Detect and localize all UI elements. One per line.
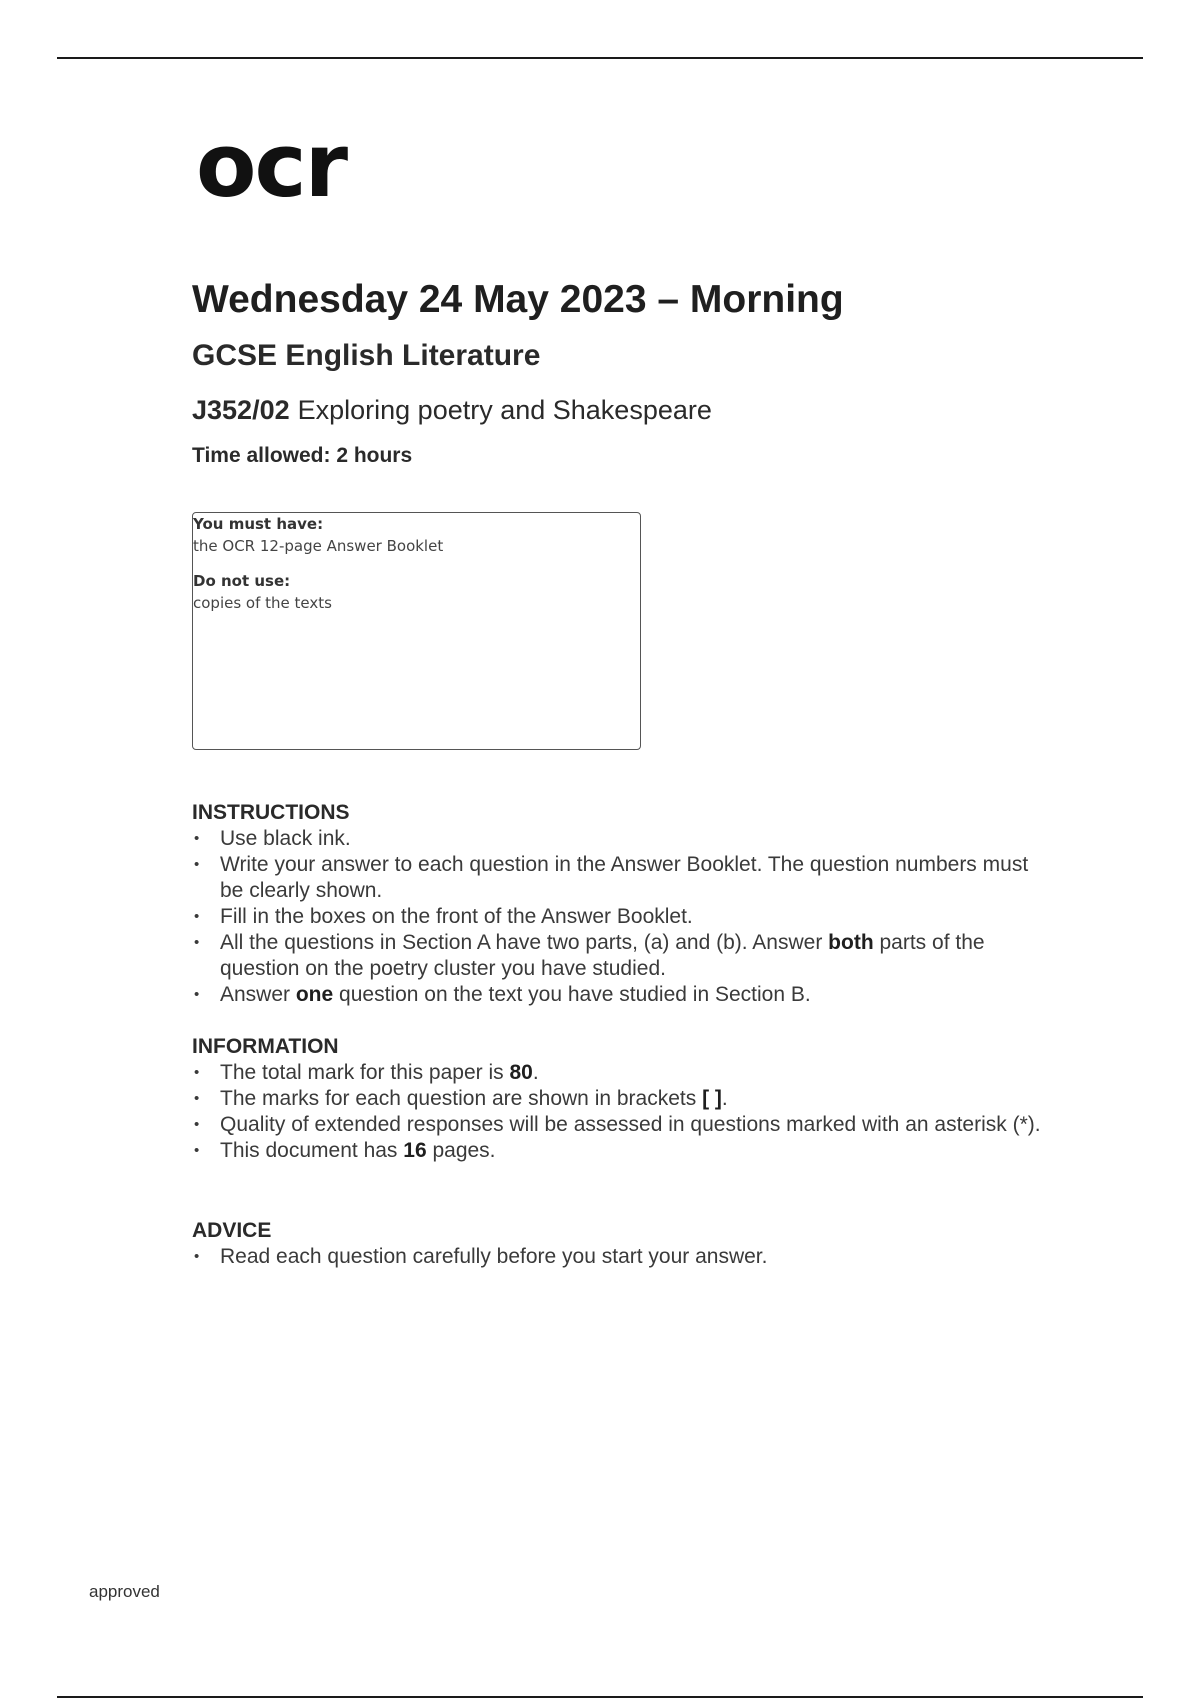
emphasis-text: 16	[403, 1139, 427, 1162]
bullet-icon: •	[194, 1116, 200, 1133]
emphasis-text: one	[295, 983, 334, 1006]
requirements-box	[192, 512, 641, 750]
bullet-icon: •	[194, 1142, 200, 1159]
bullet-icon: •	[194, 1090, 200, 1107]
bullet-icon: •	[194, 830, 200, 847]
exam-date-title: Wednesday 24 May 2023 – Morning	[192, 278, 844, 321]
bullet-icon: •	[194, 856, 200, 873]
instructions-list	[192, 826, 1052, 1008]
bullet-icon: •	[194, 908, 200, 925]
paper-title: Exploring poetry and Shakespeare	[297, 395, 712, 425]
emphasis-text: [ ]	[702, 1087, 722, 1110]
time-allowed: Time allowed: 2 hours	[192, 444, 413, 467]
list-item: • Use black ink.	[194, 827, 351, 850]
emphasis-text: 80	[509, 1061, 533, 1084]
advice-heading: ADVICE	[192, 1219, 272, 1242]
ocr-logo: ocr	[196, 114, 347, 217]
must-have-heading: You must have:	[193, 515, 324, 533]
bullet-icon: •	[194, 986, 200, 1003]
list-item: • The total mark for this paper is 80.	[194, 1061, 539, 1084]
paper-code: J352/02	[192, 395, 290, 425]
bullet-icon: •	[194, 1064, 200, 1081]
bullet-icon: •	[194, 1248, 200, 1265]
do-not-use-heading: Do not use:	[193, 572, 291, 590]
advice-list	[192, 1244, 1052, 1270]
do-not-use-item: copies of the texts	[193, 594, 332, 612]
bottom-rule	[57, 1696, 1143, 1698]
must-have-item: the OCR 12-page Answer Booklet	[193, 537, 444, 555]
top-rule	[57, 57, 1143, 59]
instructions-heading: INSTRUCTIONS	[192, 801, 350, 824]
list-item: • All the questions in Section A have two parts, (a) and (b). Answer both parts of the question on the poetry cluster you have studied.	[194, 931, 985, 980]
emphasis-text: both	[828, 931, 874, 954]
information-list	[192, 1060, 1052, 1164]
information-heading: INFORMATION	[192, 1035, 339, 1058]
approved-label: approved	[89, 1582, 160, 1601]
list-item: • Quality of extended responses will be assessed in questions marked with an asterisk (*).	[194, 1113, 1041, 1136]
bullet-icon: •	[194, 934, 200, 951]
list-item: • The marks for each question are shown in brackets [ ].	[194, 1087, 728, 1110]
list-item: • Read each question carefully before you start your answer.	[194, 1245, 768, 1268]
list-item: • Write your answer to each question in the Answer Booklet. The question numbers must be clearly shown.	[194, 853, 1029, 902]
paper-line	[192, 395, 712, 426]
list-item: • This document has 16 pages.	[194, 1139, 496, 1162]
subject-title: GCSE English Literature	[192, 339, 541, 372]
list-item: • Fill in the boxes on the front of the Answer Booklet.	[194, 905, 693, 928]
list-item: • Answer one question on the text you have studied in Section B.	[194, 983, 811, 1006]
